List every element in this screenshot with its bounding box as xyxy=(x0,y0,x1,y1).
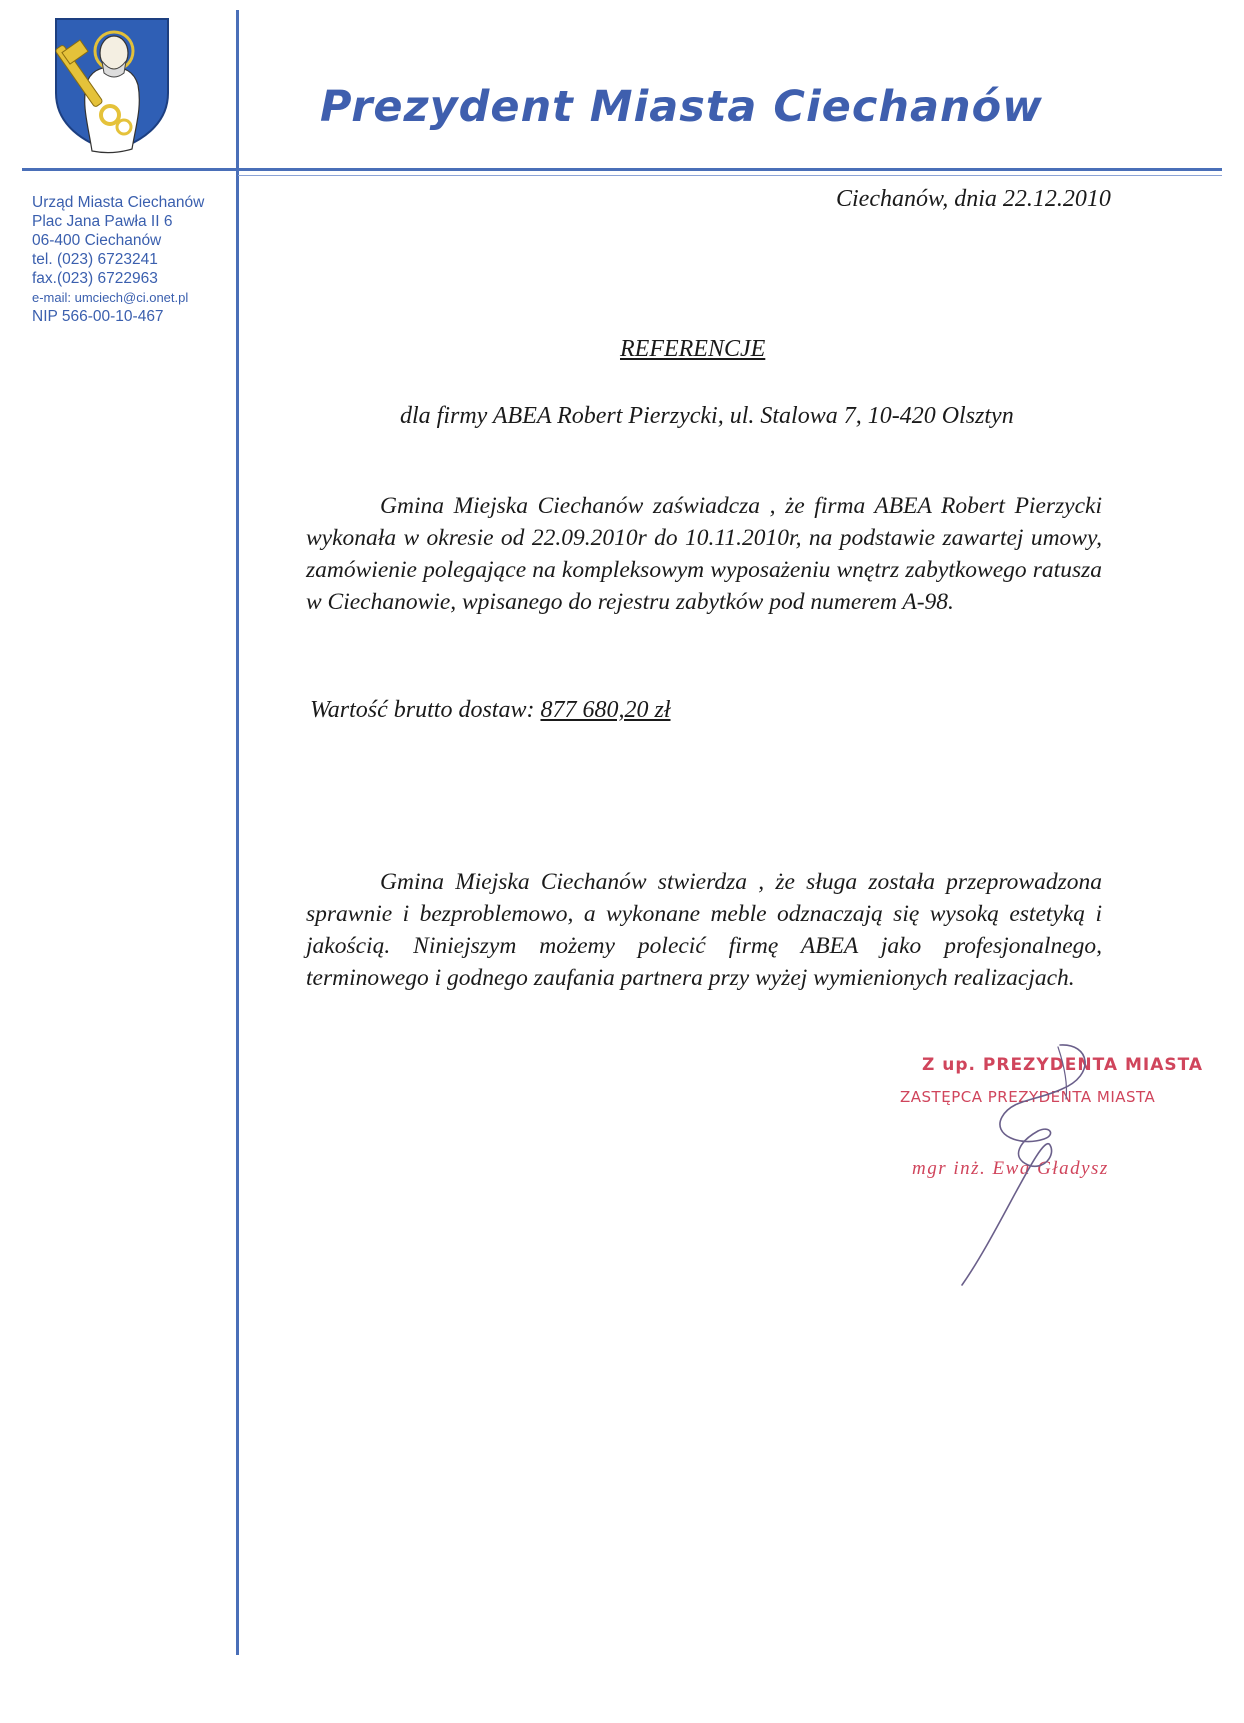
letterhead-horizontal-rule-thin xyxy=(238,175,1222,176)
letterhead-horizontal-rule xyxy=(22,168,1222,171)
letterhead-title: Prezydent Miasta Ciechanów xyxy=(320,82,1043,132)
delivery-value-label: Wartość brutto dostaw: xyxy=(310,697,535,723)
letter-paragraph-1 xyxy=(306,490,1102,618)
delivery-value xyxy=(310,697,671,724)
letter-date: Ciechanów, dnia 22.12.2010 xyxy=(836,186,1111,212)
coat-of-arms-icon xyxy=(52,15,172,155)
stamp-line-1: Z up. PREZYDENTA MIASTA xyxy=(922,1055,1204,1075)
sender-postal-city: 06-400 Ciechanów xyxy=(32,232,162,249)
letterhead-vertical-rule xyxy=(236,10,239,1655)
sender-phone: tel. (023) 6723241 xyxy=(32,251,158,268)
letter-paragraph-2-text: Gmina Miejska Ciechanów stwierdza , że sługa została przeprowadzona sprawnie i bezproblemowo, a wykonane meble odznaczają się wysoką estetyką i jakością. Niniejszym możemy polecić firmę ABEA jako profesjonalnego, terminowego i godnego zaufania partnera przy wyżej wymienionych realizacjach. xyxy=(306,869,1102,991)
sender-email: e-mail: umciech@ci.onet.pl xyxy=(32,290,189,305)
sender-street: Plac Jana Pawła II 6 xyxy=(32,213,173,230)
handwritten-signature-icon xyxy=(940,1035,1140,1295)
stamp-signatory-name: mgr inż. Ewa Gładysz xyxy=(912,1158,1109,1179)
letter-recipient: dla firmy ABEA Robert Pierzycki, ul. Stalowa 7, 10-420 Olsztyn xyxy=(400,403,1014,429)
sender-office-name: Urząd Miasta Ciechanów xyxy=(32,194,205,211)
delivery-value-amount: 877 680,20 zł xyxy=(540,697,671,723)
stamp-line-2: ZASTĘPCA PREZYDENTA MIASTA xyxy=(900,1088,1156,1106)
letter-paragraph-2 xyxy=(306,866,1102,994)
letter-heading: REFERENCJE xyxy=(620,336,766,362)
sender-address-block xyxy=(32,193,232,326)
letter-paragraph-1-text: Gmina Miejska Ciechanów zaświadcza , że firma ABEA Robert Pierzycki wykonała w okresie od 22.09.2010r do 10.11.2010r, na podstawie zawartej umowy, zamówienie polegające na kompleksowym wyposażeniu wnętrz zabytkowego ratusza w Ciechanowie, wpisanego do rejestru zabytków pod numerem A-98. xyxy=(306,493,1102,615)
sender-nip: NIP 566-00-10-467 xyxy=(32,308,164,325)
sender-fax: fax.(023) 6722963 xyxy=(32,270,158,287)
